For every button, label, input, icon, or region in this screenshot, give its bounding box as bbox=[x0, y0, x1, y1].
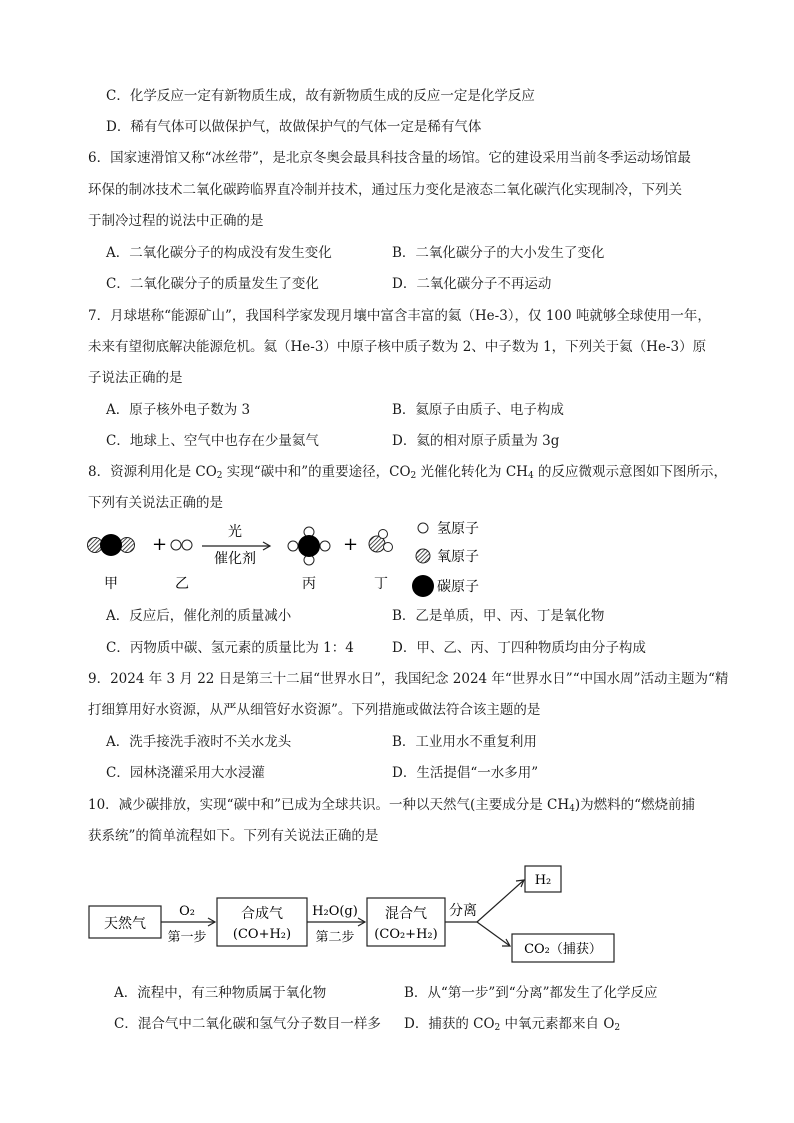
q6-option-b: B．二氧化碳分子的大小发生了变化 bbox=[392, 245, 605, 261]
legend-oxygen: 氧原子 bbox=[437, 549, 479, 565]
q6-stem-line2: 环保的制冰技术二氧化碳跨临界直冷制并技术，通过压力变化是液态二氧化碳汽化实现制冷，下列关 bbox=[88, 182, 682, 198]
q9-option-a: A．洗手接洗手液时不关水龙头 bbox=[106, 734, 292, 750]
prev-option-d: D．稀有气体可以做保护气，故做保护气的气体一定是稀有气体 bbox=[106, 119, 482, 135]
arrow2-bottom: 第二步 bbox=[315, 930, 355, 945]
atom-legend bbox=[412, 521, 479, 597]
molecule-bing bbox=[288, 527, 330, 565]
q6-option-d: D．二氧化碳分子不再运动 bbox=[392, 276, 552, 292]
q6-stem-line1: 6．国家速滑馆又称“冰丝带”，是北京冬奥会最具科技含量的场馆。它的建设采用当前冬季运动场馆最 bbox=[88, 150, 691, 166]
label-yi: 乙 bbox=[175, 576, 189, 592]
q9-option-d: D．生活提倡“一水多用” bbox=[392, 765, 539, 781]
reaction-micro-diagram bbox=[80, 512, 500, 604]
condition-light: 光 bbox=[228, 524, 242, 540]
q8-stem-line2: 下列有关说法正确的是 bbox=[88, 495, 223, 511]
box1-label: 天然气 bbox=[104, 916, 146, 932]
molecule-jia bbox=[88, 534, 135, 556]
label-jia: 甲 bbox=[104, 576, 118, 592]
q7-option-c: C．地球上、空气中也存在少量氦气 bbox=[106, 433, 319, 449]
label-bing: 丙 bbox=[302, 576, 316, 592]
q9-stem-line1: 9．2024 年 3 月 22 日是第三十二届“世界水日”，我国纪念 2024 年“世界水日”“中国水周”活动主题为“精 bbox=[88, 671, 729, 687]
q8-option-a: A．反应后，催化剂的质量减小 bbox=[106, 608, 292, 624]
plus-sign-2: + bbox=[343, 534, 359, 555]
arrow1-top: O₂ bbox=[179, 904, 195, 919]
q6-stem-line3: 于制冷过程的说法中正确的是 bbox=[88, 213, 264, 229]
out2-label: CO₂（捕获） bbox=[524, 942, 602, 957]
box2-line1: 合成气 bbox=[241, 906, 283, 922]
q9-option-c: C．园林浇灌采用大水浸灌 bbox=[106, 765, 265, 781]
prev-option-c: C．化学反应一定有新物质生成，故有新物质生成的反应一定是化学反应 bbox=[106, 88, 535, 104]
q7-option-a: A．原子核外电子数为 3 bbox=[106, 402, 251, 418]
q9-stem-line2: 打细算用好水资源，从严从细管好水资源”。下列措施或做法符合该主题的是 bbox=[88, 702, 541, 718]
plus-sign-1: + bbox=[152, 534, 168, 555]
box2-line2: (CO+H₂) bbox=[232, 927, 292, 942]
split-label: 分离 bbox=[449, 903, 477, 919]
q6-option-c: C．二氧化碳分子的质量发生了变化 bbox=[106, 276, 319, 292]
reaction-arrow bbox=[202, 542, 270, 550]
q7-option-b: B．氦原子由质子、电子构成 bbox=[392, 402, 564, 418]
q9-option-b: B．工业用水不重复利用 bbox=[392, 734, 537, 750]
q8-option-d: D．甲、乙、丙、丁四种物质均由分子构成 bbox=[392, 640, 646, 656]
q8-option-c: C．丙物质中碳、氢元素的质量比为 1：4 bbox=[106, 640, 354, 656]
molecule-ding bbox=[369, 530, 393, 553]
q8-stem-line1: 8．资源利用化是 $CO_2$ 实现“碳中和”的重要途径，$CO_2$ 光催化转化为 $CH_4$ 的反应微观示意图如下图所示， bbox=[88, 464, 727, 481]
q10-stem-line2: 获系统”的简单流程如下。下列有关说法正确的是 bbox=[88, 828, 379, 844]
q10-option-d: D．捕获的 $CO_2$ 中氧元素都来自 $O_2$ bbox=[404, 1016, 621, 1033]
molecule-yi bbox=[171, 540, 192, 550]
box3-line2: (CO₂+H₂) bbox=[374, 927, 438, 942]
q6-option-a: A．二氧化碳分子的构成没有发生变化 bbox=[106, 245, 332, 261]
out1-label: H₂ bbox=[534, 873, 552, 888]
arrow1-bottom: 第一步 bbox=[167, 930, 207, 945]
condition-catalyst: 催化剂 bbox=[214, 551, 256, 567]
q8-option-b: B．乙是单质，甲、丙、丁是氧化物 bbox=[392, 608, 605, 624]
label-ding: 丁 bbox=[374, 576, 388, 592]
q7-stem-line3: 子说法正确的是 bbox=[88, 370, 183, 386]
process-flow-diagram bbox=[84, 858, 624, 970]
q10-option-b: B．从“第一步”到“分离”都发生了化学反应 bbox=[404, 985, 658, 1001]
legend-carbon: 碳原子 bbox=[437, 579, 479, 595]
q10-option-c: C．混合气中二氧化碳和氢气分子数目一样多 bbox=[114, 1016, 381, 1032]
q10-option-a: A．流程中，有三种物质属于氧化物 bbox=[114, 985, 327, 1001]
q10-stem-line1: 10．减少碳排放，实现“碳中和”已成为全球共识。一种以天然气(主要成分是 $CH_4$)为燃料的“燃烧前捕 bbox=[88, 797, 696, 814]
legend-hydrogen: 氢原子 bbox=[437, 521, 479, 537]
arrow2-top: H₂O(g) bbox=[312, 904, 358, 919]
box3-line1: 混合气 bbox=[385, 906, 427, 922]
q7-stem-line1: 7．月球堪称“能源矿山”，我国科学家发现月壤中富含丰富的氦（He-3），仅 100 吨就够全球使用一年， bbox=[88, 308, 711, 324]
q7-stem-line2: 未来有望彻底解决能源危机。氦（He-3）中原子核中质子数为 2、中子数为 1，下列关于氦（He-3）原 bbox=[88, 339, 707, 355]
q7-option-d: D．氦的相对原子质量为 3g bbox=[392, 433, 560, 449]
